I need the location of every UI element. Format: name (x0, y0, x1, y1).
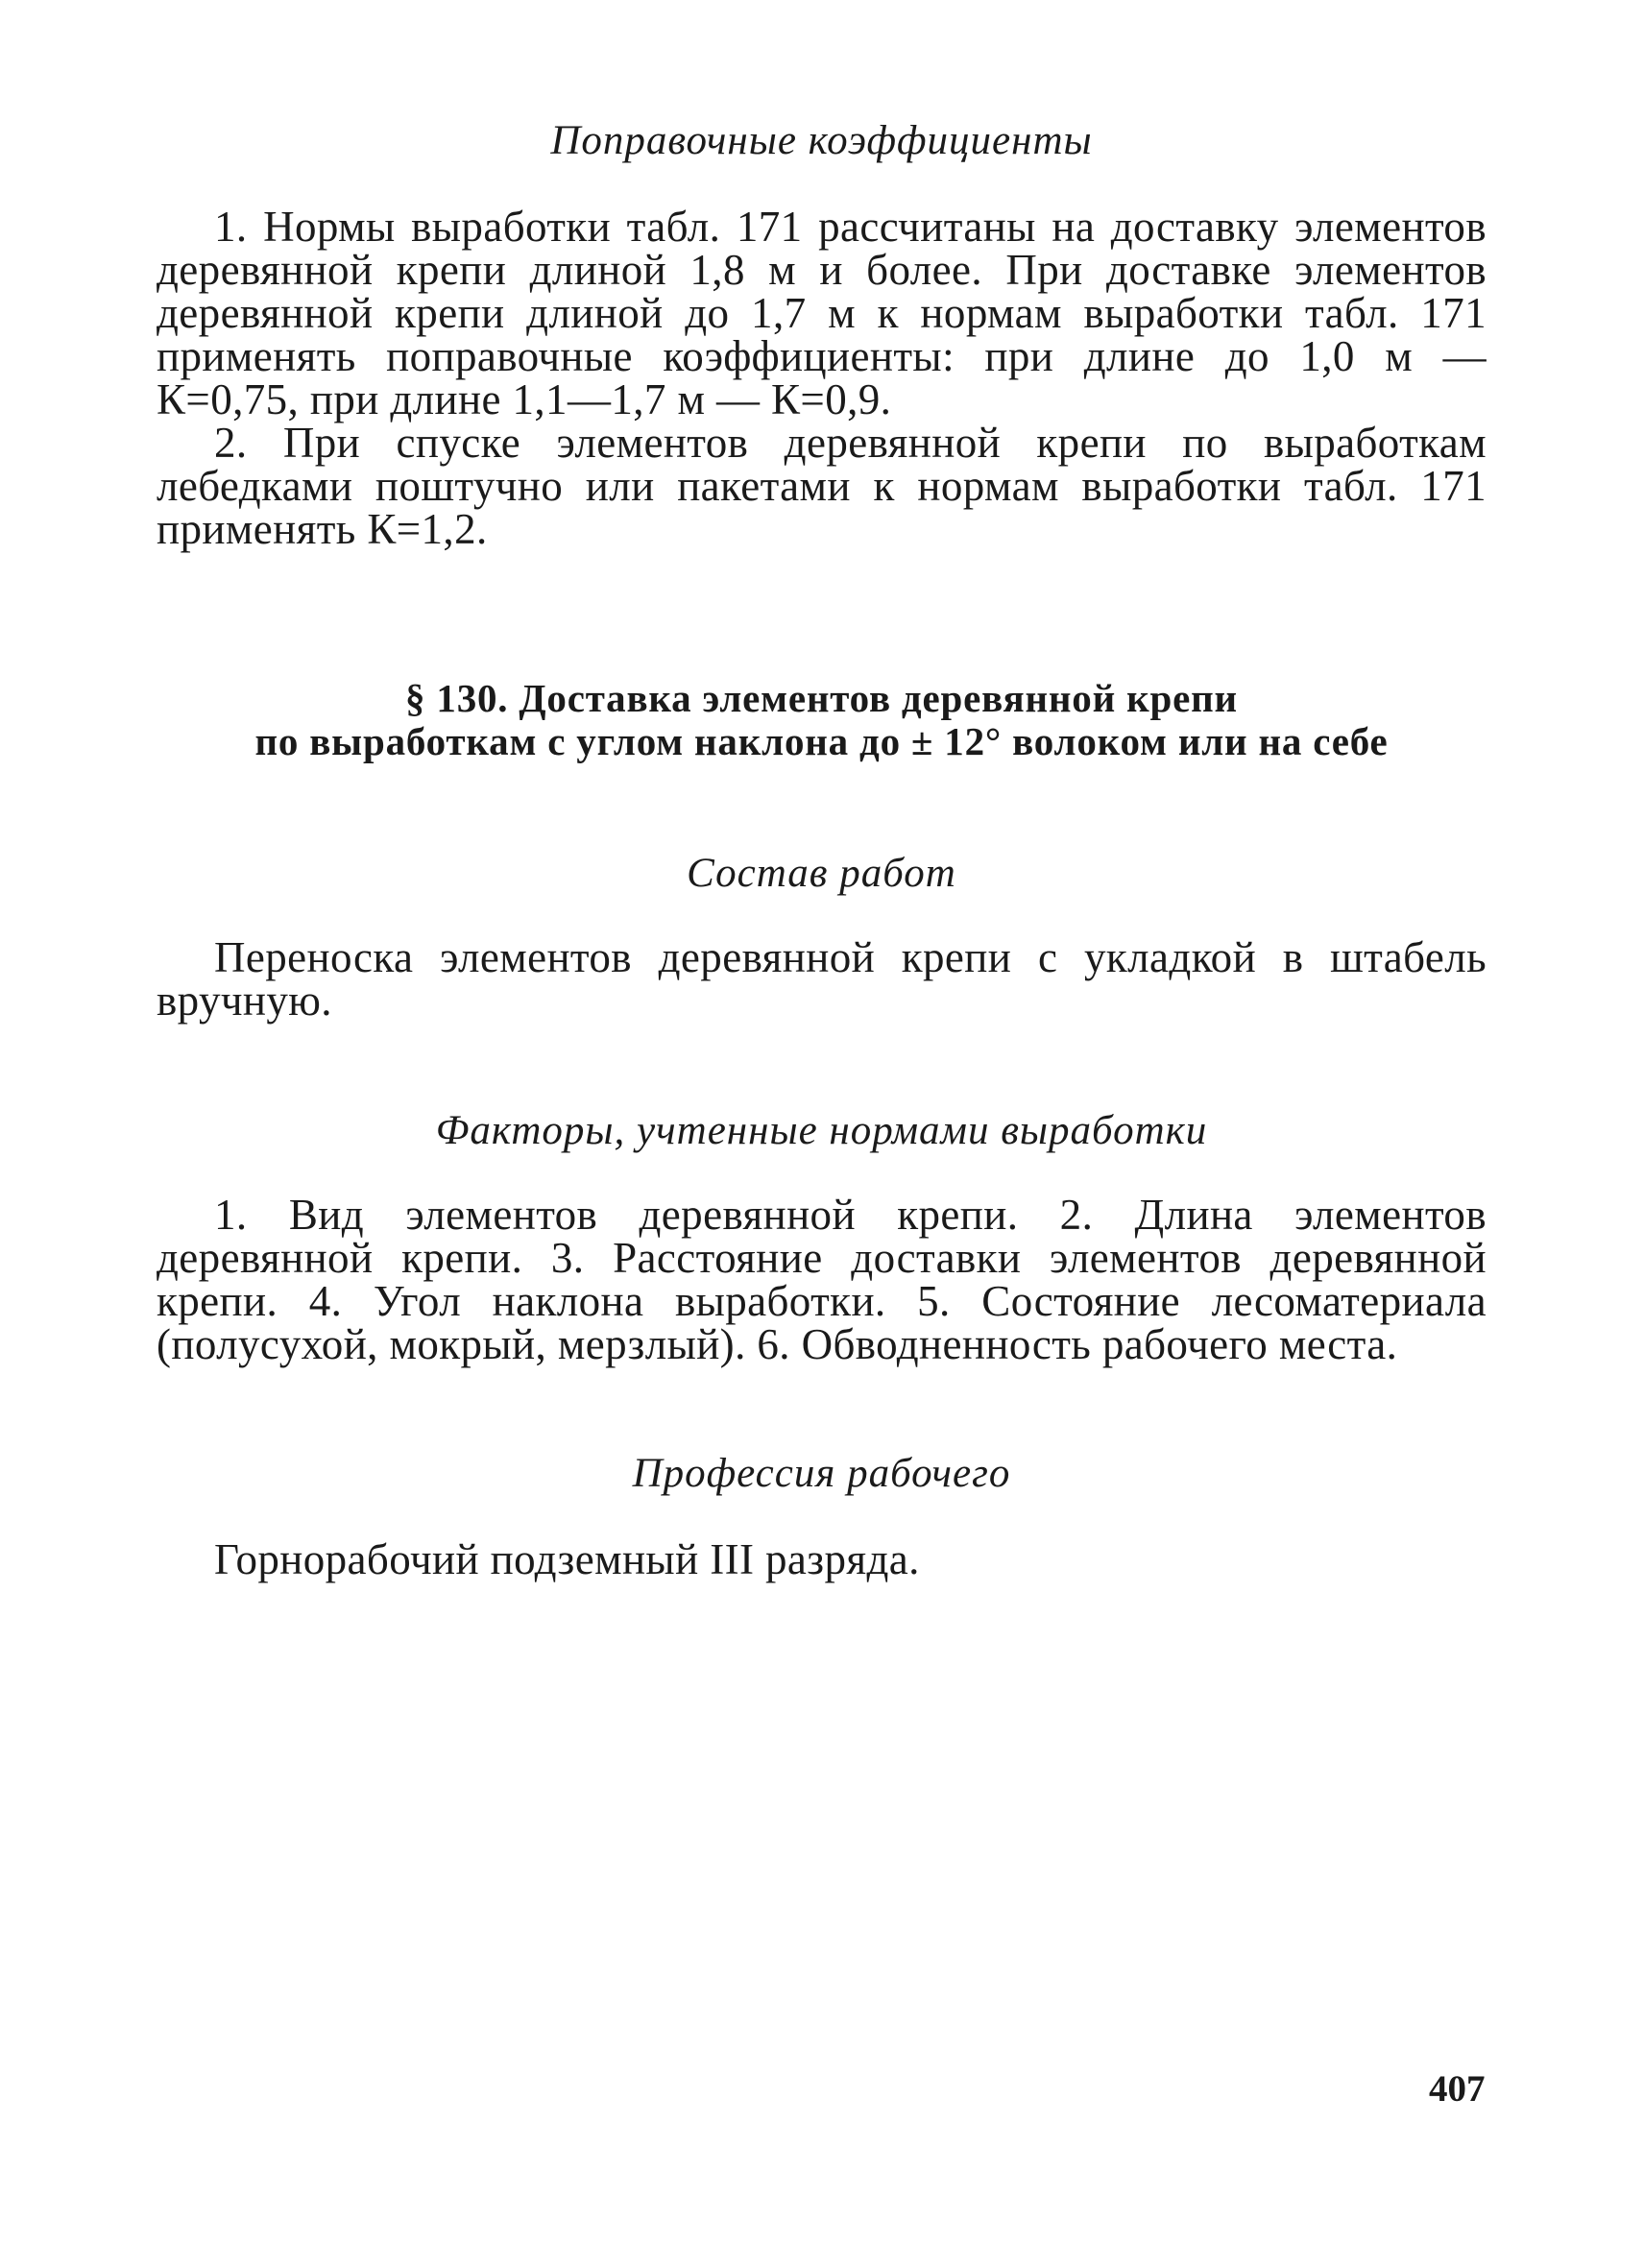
factors-block (157, 1191, 1487, 1368)
section-title-line-2: по выработкам с углом наклона до ± 12° волоком или на себе (254, 719, 1389, 763)
section-title (157, 677, 1487, 763)
work-block (157, 933, 1487, 1025)
profession-block (157, 1535, 1487, 1583)
work-heading: Состав работ (687, 851, 956, 896)
factors-heading: Факторы, учтенные нормами выработки (435, 1108, 1208, 1153)
corrections-list (157, 205, 1487, 551)
correction-item-1: 1. Нормы выработки табл. 171 рассчитаны на доставку элементов деревянной крепи длиной 1,8 м и более. При доставке элементов деревянной крепи длиной до 1,7 м к нормам выработки табл. 171 применять поправочные коэффициенты: при длине до 1,0 м — К=0,75, при длине 1,1—1,7 м — К=0,9. (157, 203, 1487, 423)
profession-text: Горнорабочий подземный III разряда. (214, 1535, 920, 1583)
correction-item-2: 2. При спуске элементов деревянной крепи по выработкам лебедками поштучно или пакетами к нормам выработки табл. 171 применять К=1,2. (157, 419, 1487, 553)
profession-heading: Профессия рабочего (632, 1451, 1011, 1496)
work-text: Переноска элементов деревянной крепи с укладкой в штабель вручную. (157, 933, 1487, 1025)
factors-text: 1. Вид элементов деревянной крепи. 2. Длина элементов деревянной крепи. 3. Расстояние доставки элементов деревянной крепи. 4. Угол наклона выработки. 5. Состояние лесоматериала (полусухой, мокрый, мерзлый). 6. Обводненность рабочего места. (157, 1191, 1487, 1368)
corrections-heading: Поправочные коэффициенты (550, 118, 1093, 163)
page-number: 407 (1429, 2068, 1486, 2110)
section-title-line-1: § 130. Доставка элементов деревянной крепи (405, 676, 1238, 720)
